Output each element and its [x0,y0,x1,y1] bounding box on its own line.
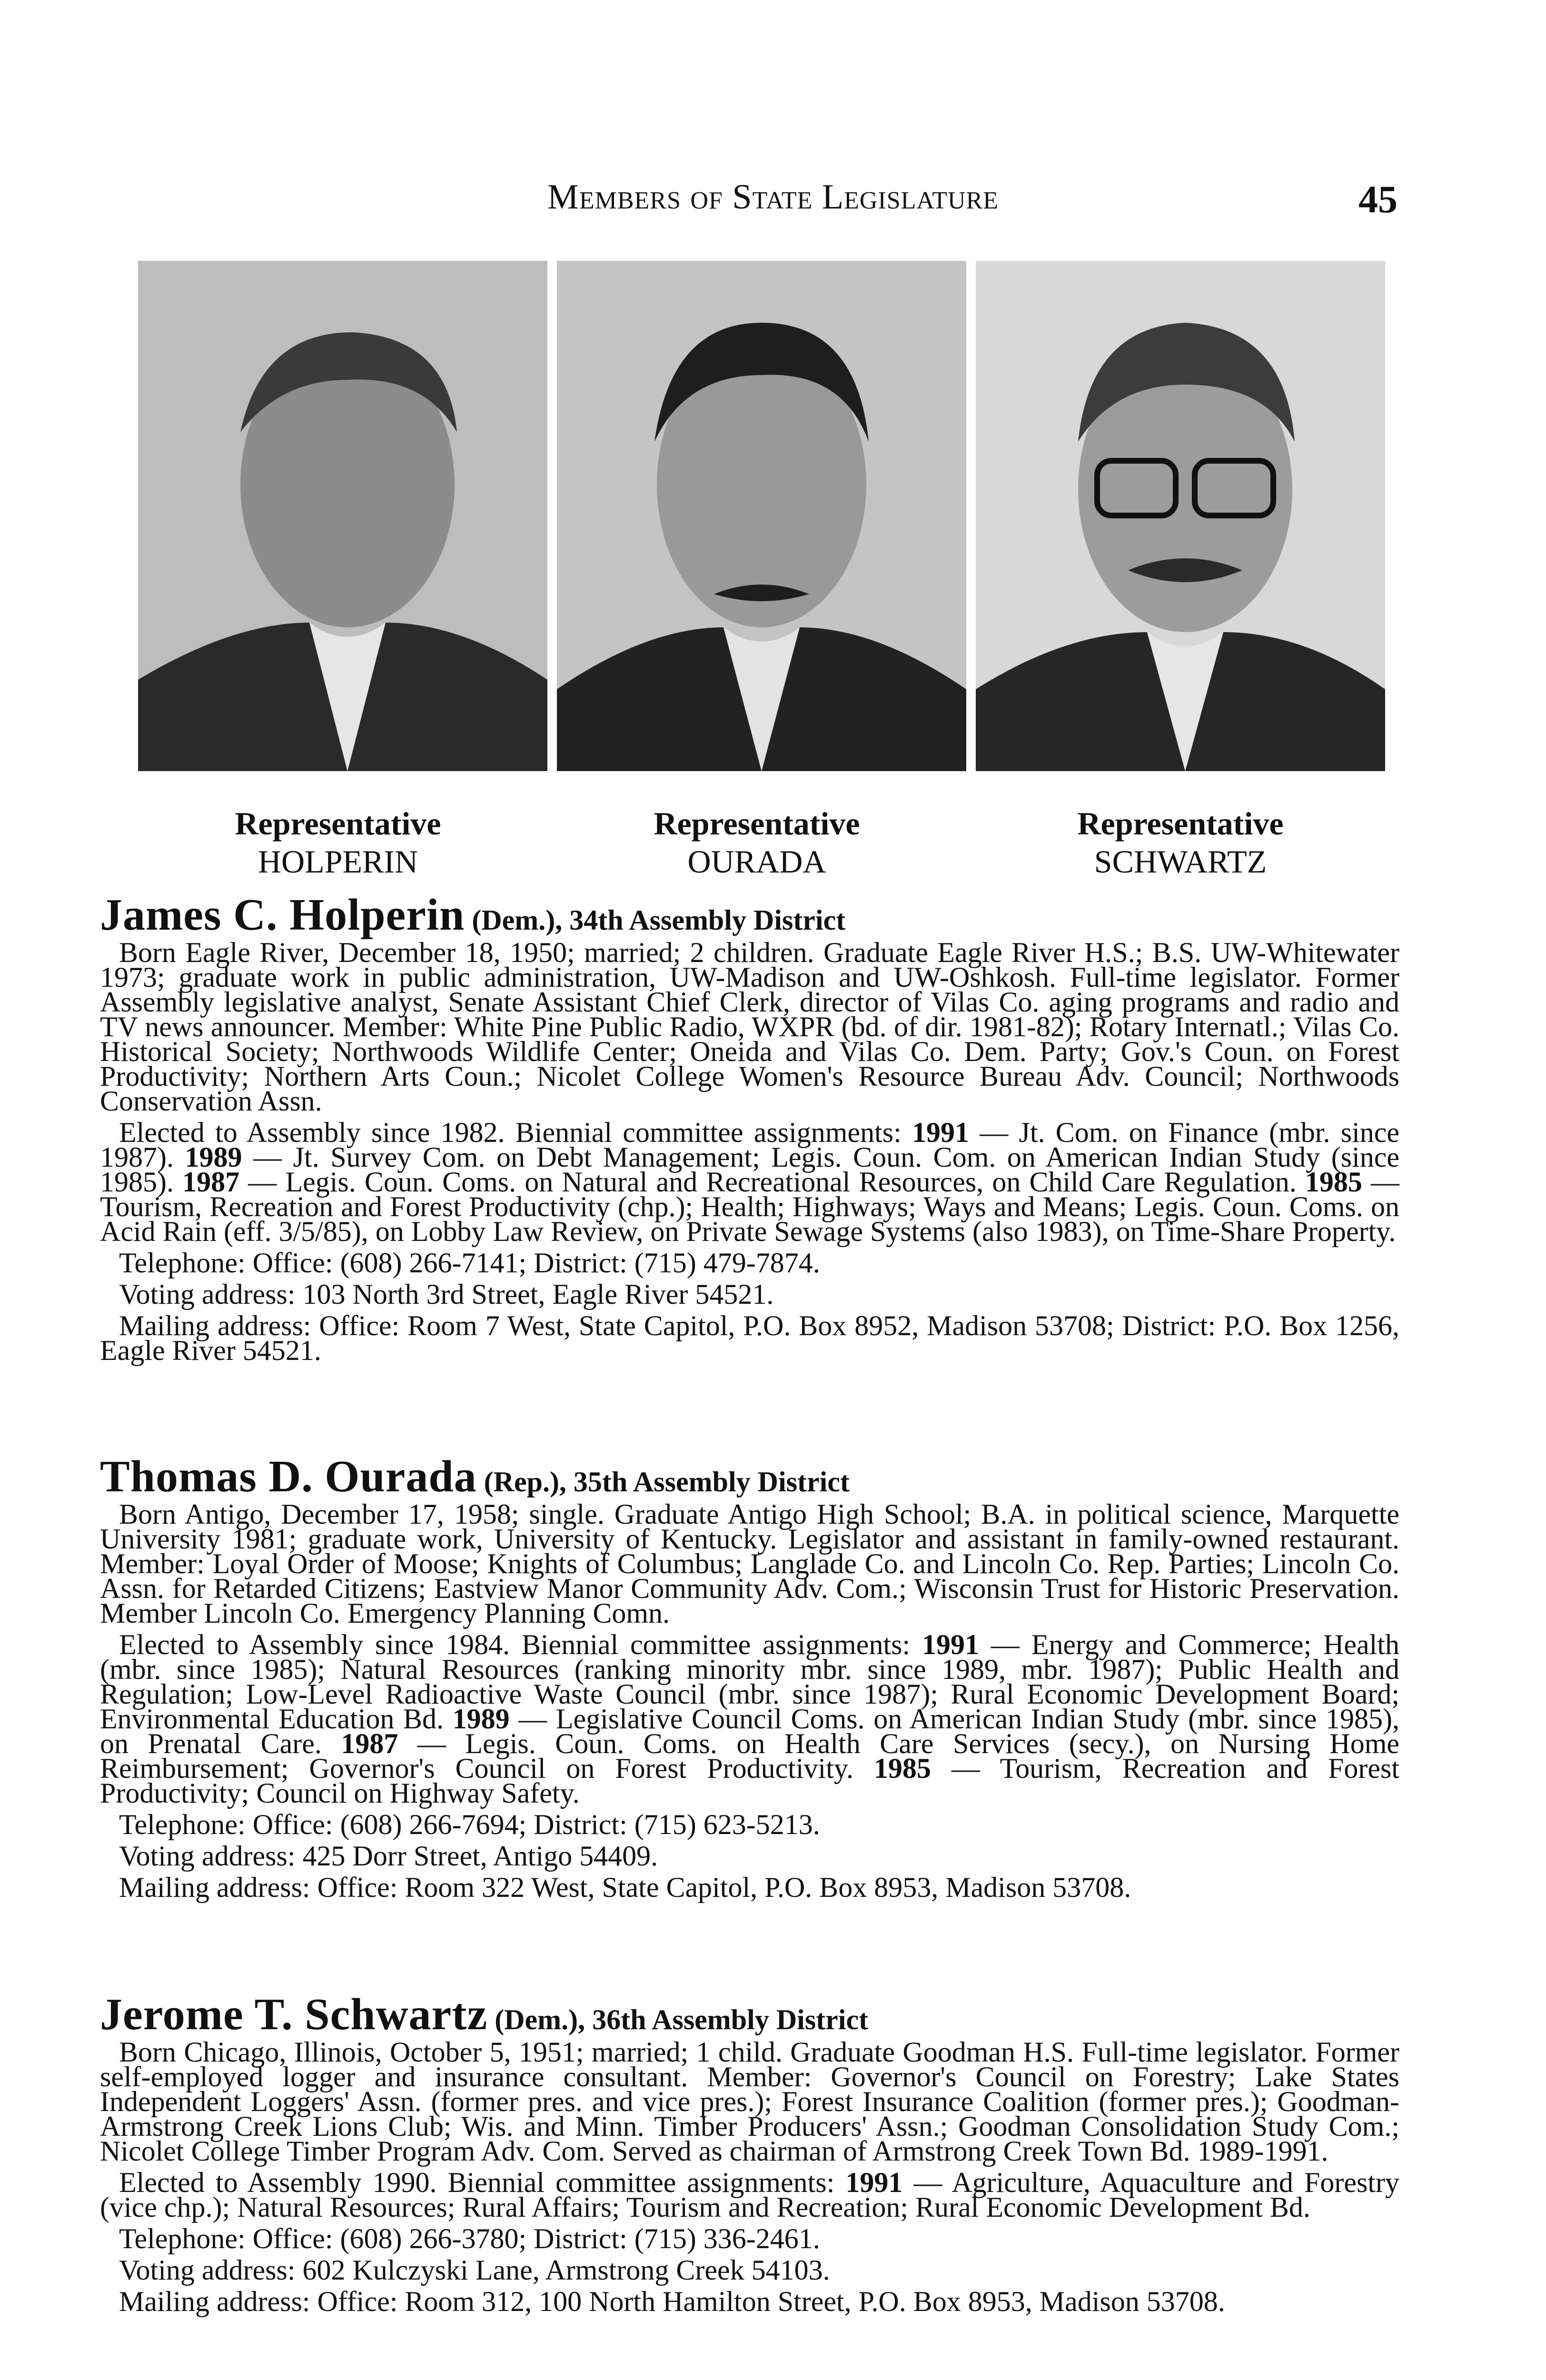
caption-title: Representative [235,805,441,842]
committee-year: 1991 [912,1117,970,1148]
bio-background: Born Antigo, December 17, 1958; single. Graduate Antigo High School; B.A. in political science, Marquette University 1981; graduate work, University of Kentucky. Legislator and assistant in family-owned restaurant. Member: Loyal Order of Moose; Knights of Columbus; Langlade Co. and Lincoln Co. Rep. Parties; Lincoln Co. Assn. for Retarded Citizens; Eastview Manor Community Adv. Com.; Wisconsin Trust for Historic Preservation. Member Lincoln Co. Emergency Planning Comn. [100,1498,1399,1629]
caption-title: Representative [1077,805,1284,842]
bio-committees [100,1117,1400,1247]
committee-text: — Agriculture, Aquaculture and Forestry (vice chp.); Natural Resources; Rural Affairs; Tourism and Recreation; Rural Economic Development Bd. [100,2167,1399,2223]
committee-year: 1989 [452,1703,510,1735]
committee-text: — Tourism, Recreation and Forest Productivity (chp.); Health; Highways; Ways and Means; Legis. Coun. Coms. on Acid Rain (eff. 3/5/85), on Lobby Law Review, on Private Sewage Systems (also 1983), on Time-Share Property. [100,1166,1399,1247]
telephone: Telephone: Office: (608) 266-7141; District: (715) 479-7874. [119,1247,820,1279]
portrait-photo-ourada [557,261,966,771]
caption-name: HOLPERIN [258,843,418,880]
committee-text: — Legis. Coun. Coms. on Natural and Recreational Resources, on Child Care Regulation. [239,1166,1305,1198]
portrait-photo-holperin [138,261,547,771]
committees-intro: Elected to Assembly since 1984. Biennial committee assignments: [119,1629,922,1660]
committee-year: 1985 [873,1753,931,1784]
member-name: Thomas D. Ourada [100,1452,477,1501]
page-number: 45 [1358,178,1397,221]
member-name: Jerome T. Schwartz [100,1990,488,2039]
bio-background: Born Chicago, Illinois, October 5, 1951; married; 1 child. Graduate Goodman H.S. Full-time legislator. Former self-employed logger and insurance consultant. Member: Governor's Council on Forestry; Lake States Independent Loggers' Assn. (former pres. and vice pres.); Forest Insurance Coalition (former pres.); Goodman-Armstrong Creek Lions Club; Wis. and Minn. Timber Producers' Assn.; Goodman Consolidation Study Com.; Nicolet College Timber Program Adv. Com. Served as chairman of Armstrong Creek Town Bd. 1989-1991. [100,2036,1399,2167]
portrait-caption-schwartz [1014,804,1347,881]
telephone: Telephone: Office: (608) 266-3780; District: (715) 336-2461. [119,2223,820,2254]
bio-heading [100,890,1399,940]
mailing-address: Mailing address: Office: Room 322 West, State Capitol, P.O. Box 8953, Madison 53708. [119,1872,1131,1903]
committee-text: — Tourism, Recreation and Forest Productivity; Council on Highway Safety. [100,1753,1399,1809]
committee-year: 1985 [1305,1166,1362,1198]
bio-heading [100,1990,1399,2040]
bio-background: Born Eagle River, December 18, 1950; married; 2 children. Graduate Eagle River H.S.; B.S. UW-Whitewater 1973; graduate work in public administration, UW-Madison and UW-Oshkosh. Full-time legislator. Former Assembly legislative analyst, Senate Assistant Chief Clerk, director of Vilas Co. aging programs and radio and TV news announcer. Member: White Pine Public Radio, WXPR (bd. of dir. 1981-82); Rotary Internatl.; Vilas Co. Historical Society; Northwoods Wildlife Center; Oneida and Vilas Co. Dem. Party; Gov.'s Coun. on Forest Productivity; Northern Arts Coun.; Nicolet College Women's Resource Bureau Adv. Council; Northwoods Conservation Assn. [100,937,1399,1117]
caption-title: Representative [654,805,860,842]
telephone: Telephone: Office: (608) 266-7694; District: (715) 623-5213. [119,1809,820,1840]
committee-year: 1987 [341,1728,398,1759]
committees-intro: Elected to Assembly since 1982. Biennial committee assignments: [119,1117,912,1148]
voting-address: Voting address: 602 Kulczyski Lane, Armstrong Creek 54103. [119,2254,830,2286]
voting-address: Voting address: 425 Dorr Street, Antigo 54409. [119,1840,658,1872]
committee-year: 1991 [845,2167,903,2198]
committee-text: — Legislative Council Coms. on American Indian Study (mbr. since 1985), on Prenatal Care. [100,1703,1399,1759]
bio-heading [100,1452,1399,1502]
committees-intro: Elected to Assembly 1990. Biennial committee assignments: [119,2167,846,2198]
mailing-address: Mailing address: Office: Room 312, 100 North Hamilton Street, P.O. Box 8953, Madison 53708. [119,2286,1225,2317]
bio-committees [100,2167,1399,2223]
portrait-caption-ourada [590,804,923,881]
committee-year: 1989 [185,1141,242,1173]
party-district: (Rep.), 35th Assembly District [484,1466,850,1497]
committee-text: — Legis. Coun. Coms. on Health Care Services (secy.), on Nursing Home Reimbursement; Governor's Council on Forest Productivity. [100,1728,1400,1784]
mailing-address: Mailing address: Office: Room 7 West, State Capitol, P.O. Box 8952, Madison 53708; District: P.O. Box 1256, Eagle River 54521. [100,1310,1399,1366]
member-name: James C. Holperin [100,890,465,940]
committee-year: 1991 [922,1629,979,1660]
committee-year: 1987 [182,1166,240,1198]
caption-name: SCHWARTZ [1094,843,1267,880]
party-district: (Dem.), 34th Assembly District [472,904,846,936]
committee-text: — Energy and Commerce; Health (mbr. since 1985); Natural Resources (ranking minority mbr. since 1989, mbr. 1987); Public Health and Regulation; Low-Level Radioactive Waste Council (mbr. since 1987); Rural Economic Development Board; Environmental Education Bd. [100,1629,1399,1735]
running-title: Members of State Legislature [547,178,999,217]
portrait-photo-schwartz [976,261,1385,771]
bio-holperin [100,890,1400,1366]
bio-ourada [100,1452,1400,1903]
bio-committees [100,1629,1400,1809]
caption-name: OURADA [687,843,826,880]
voting-address: Voting address: 103 North 3rd Street, Eagle River 54521. [119,1279,774,1310]
committee-text: — Jt. Com. on Finance (mbr. since 1987). [100,1117,1400,1173]
party-district: (Dem.), 36th Assembly District [495,2004,869,2035]
portrait-caption-holperin [171,804,505,881]
bio-schwartz [100,1990,1399,2317]
committee-text: — Jt. Survey Com. on Debt Management; Legis. Coun. Com. on American Indian Study (since 1985). [100,1141,1399,1198]
